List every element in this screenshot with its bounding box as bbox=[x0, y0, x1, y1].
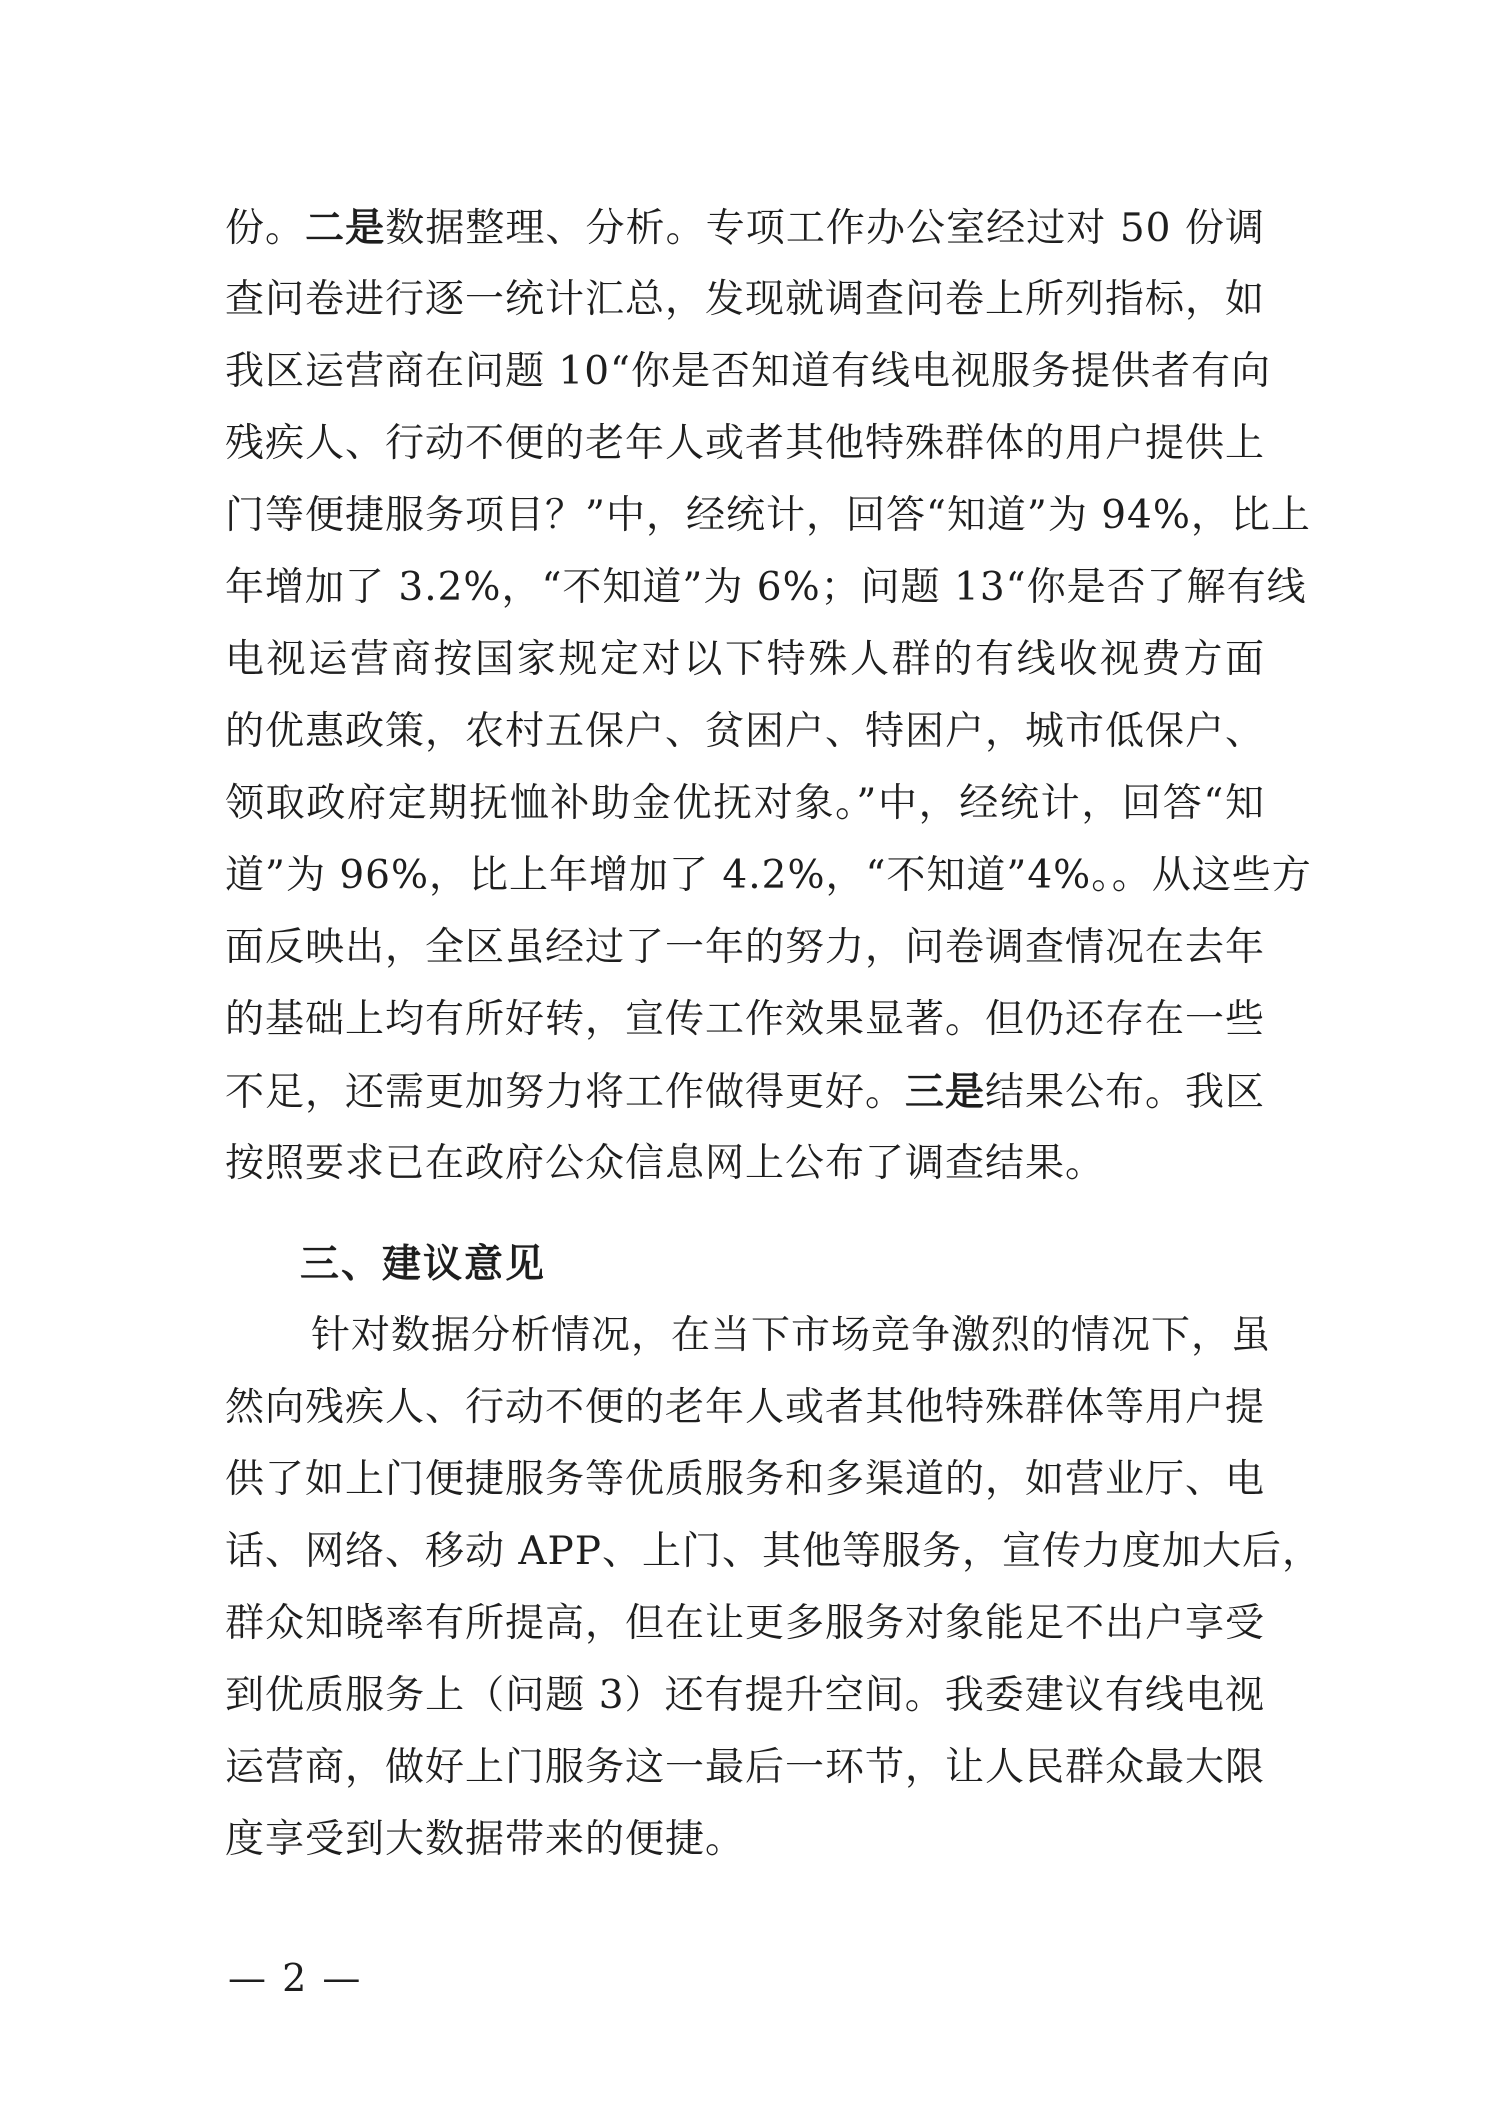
text-run: 话、网络、移动 APP、上门、其他等服务，宣传力度加大后， bbox=[225, 1529, 1323, 1574]
text-line bbox=[225, 336, 1271, 408]
paragraph-survey-analysis bbox=[225, 192, 1312, 1200]
text-line bbox=[225, 624, 1265, 696]
text-run: 结果公布。我区 bbox=[985, 1070, 1266, 1115]
text-run: 道”为 96%，比上年增加了 4.2%，“不知道”4%。。从这些方 bbox=[225, 853, 1312, 898]
text-run: 面反映出，全区虽经过了一年的努力，问卷调查情况在去年 bbox=[225, 925, 1266, 970]
text-run: 查问卷进行逐一统计汇总，发现就调查问卷上所列指标，如 bbox=[225, 277, 1266, 322]
section-heading: 三、建议意见 bbox=[300, 1241, 547, 1287]
text-line bbox=[225, 1516, 1323, 1588]
text-line bbox=[225, 696, 1265, 768]
text-run: 群众知晓率有所提高，但在让更多服务对象能足不出户享受 bbox=[225, 1601, 1266, 1646]
text-run: 年增加了 3.2%，“不知道”为 6%；问题 13“你是否了解有线 bbox=[225, 565, 1307, 610]
text-line bbox=[225, 1588, 1265, 1660]
text-run: 我区运营商在问题 10“你是否知道有线电视服务提供者有向 bbox=[225, 349, 1271, 394]
text-run: 针对数据分析情况，在当下市场竞争激烈的情况下，虽 bbox=[311, 1313, 1272, 1358]
text-run: 运营商，做好上门服务这一最后一环节，让人民群众最大限 bbox=[225, 1745, 1266, 1790]
text-run: 按照要求已在政府公众信息网上公布了调查结果。 bbox=[225, 1141, 1106, 1186]
text-line bbox=[225, 912, 1265, 984]
text-line bbox=[225, 480, 1311, 552]
text-run: 不足，还需更加努力将工作做得更好。 bbox=[225, 1070, 906, 1115]
text-run: 的基础上均有所好转，宣传工作效果显著。但仍还存在一些 bbox=[225, 997, 1266, 1042]
text-line bbox=[225, 1056, 1265, 1128]
text-run: 份。 bbox=[225, 206, 306, 251]
text-line bbox=[225, 840, 1312, 912]
text-line bbox=[225, 552, 1307, 624]
bold-text-run: 三是 bbox=[905, 1069, 986, 1115]
text-run: 供了如上门便捷服务等优质服务和多渠道的，如营业厅、电 bbox=[225, 1457, 1266, 1502]
page-number: — 2 — bbox=[228, 1956, 363, 2000]
text-line bbox=[225, 1444, 1265, 1516]
text-run: 残疾人、行动不便的老年人或者其他特殊群体的用户提供上 bbox=[225, 421, 1266, 466]
text-line bbox=[225, 1732, 1265, 1804]
text-line bbox=[225, 1660, 1265, 1732]
text-run: 然向残疾人、行动不便的老年人或者其他特殊群体等用户提 bbox=[225, 1385, 1266, 1430]
text-line bbox=[225, 1128, 1265, 1200]
text-run: 领取政府定期抚恤补助金优抚对象。”中，经统计，回答“知 bbox=[225, 781, 1265, 826]
text-line bbox=[225, 1300, 1272, 1372]
text-line bbox=[225, 264, 1265, 336]
text-run: 度享受到大数据带来的便捷。 bbox=[225, 1817, 746, 1862]
bold-text-run: 二是 bbox=[305, 205, 386, 251]
text-line bbox=[225, 768, 1265, 840]
text-run: 到优质服务上（问题 3）还有提升空间。我委建议有线电视 bbox=[225, 1673, 1265, 1718]
text-line bbox=[225, 984, 1265, 1056]
text-line bbox=[225, 408, 1265, 480]
text-run: 门等便捷服务项目？”中，经统计，回答“知道”为 94%，比上 bbox=[225, 493, 1311, 538]
text-run: 电视运营商按国家规定对以下特殊人群的有线收视费方面 bbox=[225, 637, 1265, 682]
text-run: 的优惠政策，农村五保户、贫困户、特困户，城市低保户、 bbox=[225, 709, 1266, 754]
text-line bbox=[225, 1804, 1265, 1876]
paragraph-recommendations bbox=[225, 1300, 1323, 1876]
text-line bbox=[225, 1372, 1265, 1444]
text-line bbox=[225, 192, 1265, 264]
text-run: 数据整理、分析。专项工作办公室经过对 50 份调 bbox=[385, 206, 1265, 251]
